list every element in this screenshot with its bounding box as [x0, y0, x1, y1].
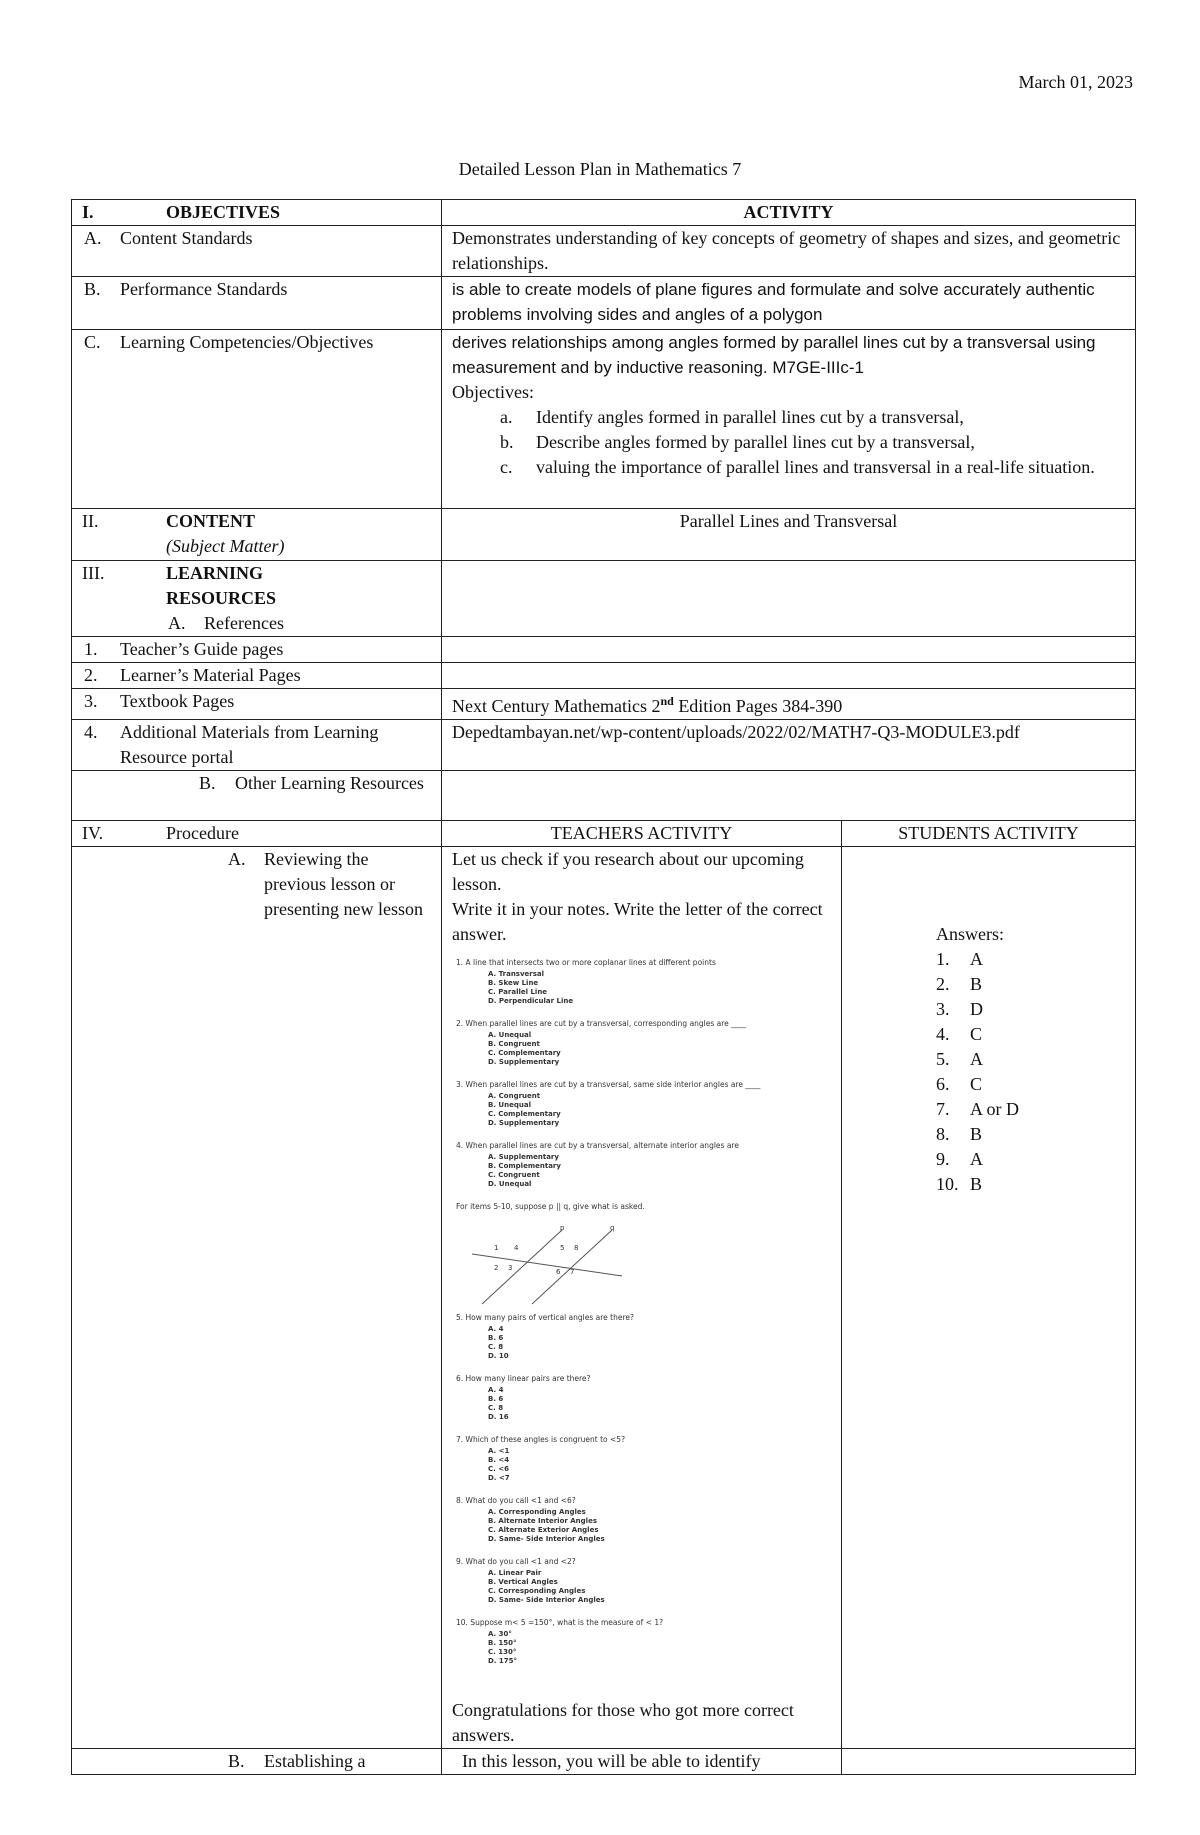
quiz-question: 1. A line that intersects two or more coplanar lines at different points: [456, 958, 716, 967]
objectives-header-cell: I. OBJECTIVES: [72, 200, 442, 226]
content-text: Parallel Lines and Transversal: [442, 509, 1136, 561]
quiz-question: 5. How many pairs of vertical angles are there?: [456, 1313, 634, 1322]
list-item: 1. A: [936, 949, 983, 969]
quiz-option: C. 8: [488, 1404, 504, 1412]
quiz-option: C. 8: [488, 1343, 504, 1351]
quiz-option: A. 30°: [488, 1630, 512, 1638]
list-item: c. valuing the importance of parallel lines and transversal in a real-life situation.: [500, 457, 1095, 477]
quiz-option: A. Corresponding Angles: [488, 1508, 586, 1516]
content-standards-label: A. Content Standards: [72, 226, 442, 277]
table-row: [72, 637, 1136, 663]
resource-value: [442, 663, 1136, 689]
list-item: 4. C: [936, 1024, 983, 1044]
quiz-question: 10. Suppose m< 5 =150°, what is the measure of < 1?: [456, 1618, 664, 1627]
resource-label: 2. Learner’s Material Pages: [72, 663, 442, 689]
quiz-option: B. <4: [488, 1456, 510, 1464]
quiz-question: 3. When parallel lines are cut by a transversal, same side interior angles are ____: [456, 1080, 761, 1089]
quiz-option: C. Parallel Line: [488, 988, 548, 996]
table-row: [72, 509, 1136, 561]
lesson-plan-table: [71, 199, 1136, 1775]
table-row: [72, 689, 1136, 720]
quiz-option: D. <7: [488, 1474, 510, 1482]
quiz-option: A. Transversal: [488, 970, 545, 978]
figure-label: 8: [574, 1244, 579, 1252]
table-row: [72, 330, 1136, 509]
list-item: 10. B: [936, 1174, 983, 1194]
table-row: [72, 847, 1136, 1749]
resource-label: 3. Textbook Pages: [72, 689, 442, 720]
quiz-option: C. 130°: [488, 1648, 517, 1656]
quiz-option: C. Alternate Exterior Angles: [488, 1526, 599, 1534]
content-standards-text: Demonstrates understanding of key concepts of geometry of shapes and sizes, and geometric relationships.: [442, 226, 1136, 277]
objectives-list: [452, 405, 1125, 480]
answers-list: [852, 947, 1125, 1197]
quiz-option: D. Unequal: [488, 1180, 532, 1188]
table-row: [72, 771, 1136, 821]
figure-line-q: [532, 1230, 612, 1304]
quiz-option: A. Congruent: [488, 1092, 541, 1100]
teachers-review-cell: [442, 847, 842, 1749]
quiz-question: 8. What do you call <1 and <6?: [456, 1496, 576, 1505]
quiz-option: B. 150°: [488, 1639, 517, 1647]
objectives-label: Objectives:: [452, 382, 534, 402]
students-activity-header: STUDENTS ACTIVITY: [842, 821, 1136, 847]
quiz-option: A. Linear Pair: [488, 1569, 542, 1577]
figure-label: 6: [556, 1268, 561, 1276]
figure-label: 1: [494, 1244, 499, 1252]
quiz-option: B. Alternate Interior Angles: [488, 1517, 597, 1525]
quiz-option: A. 4: [488, 1325, 504, 1333]
quiz-option: C. Congruent: [488, 1171, 540, 1179]
table-row: [72, 720, 1136, 771]
table-row: [72, 1749, 1136, 1775]
review-closing: Congratulations for those who got more correct answers.: [452, 1700, 794, 1745]
quiz-option: A. 4: [488, 1386, 504, 1394]
resource-label: 4. Additional Materials from Learning Resource portal: [72, 720, 442, 771]
review-label-cell: A. Reviewing the previous lesson or presenting new lesson: [72, 847, 442, 1749]
students-review-cell: [842, 847, 1136, 1749]
quiz-option: B. Unequal: [488, 1101, 531, 1109]
quiz-option: D. Same- Side Interior Angles: [488, 1596, 605, 1604]
figure-label: 3: [508, 1264, 513, 1272]
resource-link[interactable]: Depedtambayan.net/wp-content/uploads/2022/02/MATH7-Q3-MODULE3.pdf: [442, 720, 1136, 771]
list-item: a. Identify angles formed in parallel lines cut by a transversal,: [500, 407, 964, 427]
answers-label: Answers:: [936, 924, 1004, 944]
quiz-option: C. <6: [488, 1465, 509, 1473]
quiz-question: 6. How many linear pairs are there?: [456, 1374, 591, 1383]
figure-label: 2: [494, 1264, 499, 1272]
quiz-option: D. 16: [488, 1413, 509, 1421]
list-item: 2. B: [936, 974, 983, 994]
quiz-option: B. Skew Line: [488, 979, 539, 987]
resources-label-cell: III. LEARNING RESOURCES A. References: [72, 561, 442, 637]
figure-label: 7: [570, 1268, 575, 1276]
quiz-option: D. 10: [488, 1352, 509, 1360]
figure-label: 4: [514, 1244, 519, 1252]
content-label-cell: II. CONTENT (Subject Matter): [72, 509, 442, 561]
activity-header-cell: ACTIVITY: [442, 200, 1136, 226]
resource-value: [442, 637, 1136, 663]
list-item: 8. B: [936, 1124, 983, 1144]
table-row: [72, 200, 1136, 226]
quiz-question: 7. Which of these angles is congruent to <5?: [456, 1435, 626, 1444]
quiz-option: D. Perpendicular Line: [488, 997, 574, 1005]
quiz-option: B. Congruent: [488, 1040, 540, 1048]
quiz-question: 2. When parallel lines are cut by a transversal, corresponding angles are ____: [456, 1019, 747, 1028]
list-item: b. Describe angles formed by parallel lines cut by a transversal,: [500, 432, 975, 452]
establishing-label: B. Establishing a: [72, 1749, 442, 1775]
quiz-option: D. Same- Side Interior Angles: [488, 1535, 605, 1543]
figure-label: p: [560, 1224, 565, 1232]
review-intro-1: Let us check if you research about our upcoming lesson.: [452, 849, 804, 894]
teachers-activity-header: TEACHERS ACTIVITY: [442, 821, 842, 847]
quiz-option: D. Supplementary: [488, 1058, 560, 1066]
table-row: [72, 226, 1136, 277]
table-row: [72, 561, 1136, 637]
textbook-pages-value: Next Century Mathematics 2nd Edition Pages 384-390: [442, 689, 1136, 720]
performance-standards-text: is able to create models of plane figures and formulate and solve accurately authentic problems involving sides and angles of a polygon: [442, 277, 1136, 330]
list-item: 7. A or D: [936, 1099, 1019, 1119]
competencies-label: C. Learning Competencies/Objectives: [72, 330, 442, 509]
establishing-text: In this lesson, you will be able to identify: [442, 1749, 842, 1775]
quiz-option: D. Supplementary: [488, 1119, 560, 1127]
quiz-option: B. Vertical Angles: [488, 1578, 558, 1586]
resource-label: 1. Teacher’s Guide pages: [72, 637, 442, 663]
list-item: 3. D: [936, 999, 983, 1019]
procedure-label: IV. Procedure: [72, 821, 442, 847]
figure-label: 5: [560, 1244, 565, 1252]
quiz-question: 9. What do you call <1 and <2?: [456, 1557, 576, 1566]
competencies-cell: [442, 330, 1136, 509]
list-item: 5. A: [936, 1049, 983, 1069]
quiz-question: 4. When parallel lines are cut by a transversal, alternate interior angles are: [456, 1141, 739, 1150]
quiz-option: A. Supplementary: [488, 1153, 559, 1161]
performance-standards-label: B. Performance Standards: [72, 277, 442, 330]
quiz-option: A. <1: [488, 1447, 510, 1455]
quiz-option: D. 175°: [488, 1657, 518, 1665]
document-date: March 01, 2023: [1018, 72, 1133, 92]
quiz-question: For items 5-10, suppose p || q, give what is asked.: [456, 1202, 645, 1211]
quiz-option: C. Complementary: [488, 1110, 561, 1118]
quiz-image: [452, 955, 772, 1685]
list-item: 6. C: [936, 1074, 983, 1094]
other-resources-label: B. Other Learning Resources: [72, 771, 442, 821]
quiz-option: C. Complementary: [488, 1049, 561, 1057]
quiz-option: B. 6: [488, 1395, 504, 1403]
quiz-option: B. Complementary: [488, 1162, 561, 1170]
review-intro-2: Write it in your notes. Write the letter of the correct answer.: [452, 899, 823, 944]
quiz-option: A. Unequal: [488, 1031, 532, 1039]
document-title: Detailed Lesson Plan in Mathematics 7: [458, 159, 742, 179]
other-resources-empty-cell: [442, 771, 1136, 821]
quiz-option: B. 6: [488, 1334, 504, 1342]
establishing-students-cell: [842, 1749, 1136, 1775]
table-row: [72, 663, 1136, 689]
quiz-option: C. Corresponding Angles: [488, 1587, 586, 1595]
table-row: [72, 821, 1136, 847]
resources-empty-cell: [442, 561, 1136, 637]
list-item: 9. A: [936, 1149, 983, 1169]
table-row: [72, 277, 1136, 330]
figure-label: q: [610, 1224, 615, 1232]
competency-text: derives relationships among angles formed by parallel lines cut by a transversal using measurement and by inductive reasoning. M7GE-IIIc-1: [452, 333, 1096, 377]
